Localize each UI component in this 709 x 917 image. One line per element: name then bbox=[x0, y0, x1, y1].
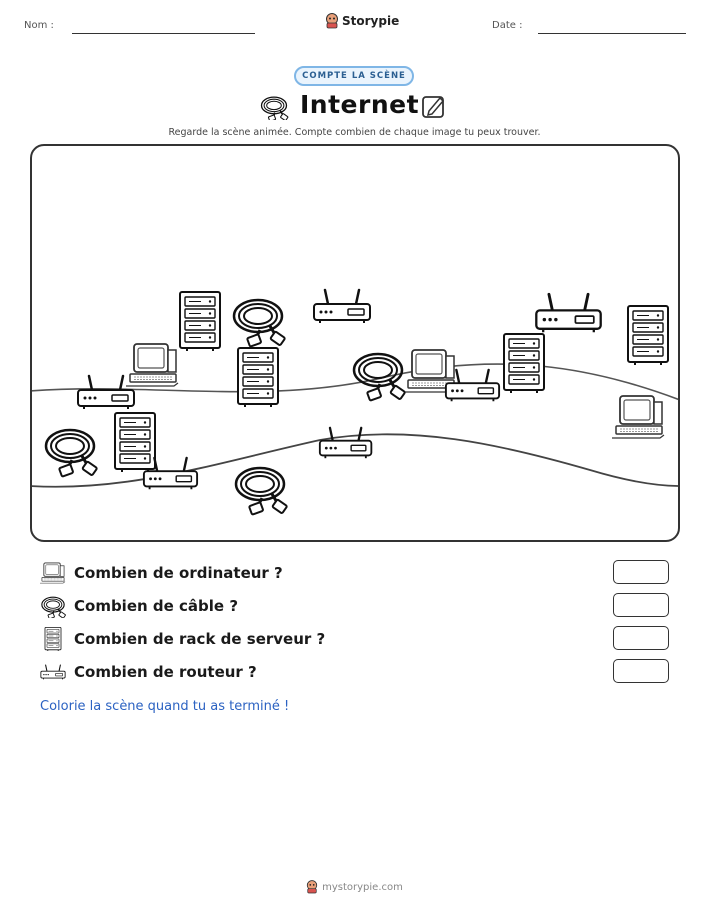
question-row bbox=[40, 560, 620, 586]
date-line[interactable] bbox=[538, 33, 686, 34]
question-row bbox=[40, 626, 620, 652]
scene-cable bbox=[46, 430, 97, 477]
scene-router bbox=[314, 290, 370, 323]
scene-cable bbox=[234, 300, 285, 347]
scene-router bbox=[320, 428, 372, 458]
scene-cable bbox=[354, 354, 405, 401]
scene-router bbox=[536, 294, 600, 332]
scene-illustration bbox=[30, 144, 680, 542]
answer-box-ordinateur[interactable] bbox=[613, 560, 669, 584]
scene-server-rack bbox=[115, 413, 155, 472]
page-title: Internet bbox=[300, 90, 420, 119]
cable-icon bbox=[258, 94, 290, 120]
scene-computer bbox=[126, 344, 178, 386]
question-row bbox=[40, 659, 620, 685]
question-row bbox=[40, 593, 620, 619]
scene-server-rack bbox=[628, 306, 668, 365]
scene-server-rack bbox=[504, 334, 544, 393]
answer-box-rack[interactable] bbox=[613, 626, 669, 650]
activity-badge: COMPTE LA SCÈNE bbox=[294, 66, 414, 86]
scene-frame bbox=[30, 144, 680, 542]
answer-box-routeur[interactable] bbox=[613, 659, 669, 683]
router-icon bbox=[40, 659, 66, 685]
color-instruction: Colorie la scène quand tu as terminé ! bbox=[40, 699, 290, 714]
computer-icon bbox=[40, 560, 66, 586]
brand-logo bbox=[325, 13, 399, 29]
server-rack-icon bbox=[40, 626, 66, 652]
name-label: Nom : bbox=[24, 20, 54, 31]
scene-server-rack bbox=[238, 348, 278, 407]
cable-icon bbox=[40, 593, 66, 619]
scene-computer bbox=[612, 396, 664, 438]
answer-box-cable[interactable] bbox=[613, 593, 669, 617]
name-line[interactable] bbox=[72, 33, 255, 34]
date-label: Date : bbox=[492, 20, 523, 31]
question-text: Combien de rack de serveur ? bbox=[74, 630, 326, 648]
question-text: Combien de routeur ? bbox=[74, 663, 257, 681]
scene-server-rack bbox=[180, 292, 220, 351]
brand-name: Storypie bbox=[342, 14, 400, 28]
instruction-text: Regarde la scène animée. Compte combien de chaque image tu peux trouver. bbox=[168, 127, 541, 138]
question-text: Combien de câble ? bbox=[74, 597, 239, 615]
scene-router bbox=[78, 376, 134, 409]
storypie-mascot-icon bbox=[306, 880, 318, 894]
edit-icon bbox=[420, 92, 448, 120]
storypie-mascot-icon bbox=[325, 13, 339, 29]
footer-url[interactable]: mystorypie.com bbox=[322, 881, 403, 893]
question-text: Combien de ordinateur ? bbox=[74, 564, 283, 582]
footer bbox=[0, 880, 709, 894]
scene-cable bbox=[236, 468, 287, 515]
